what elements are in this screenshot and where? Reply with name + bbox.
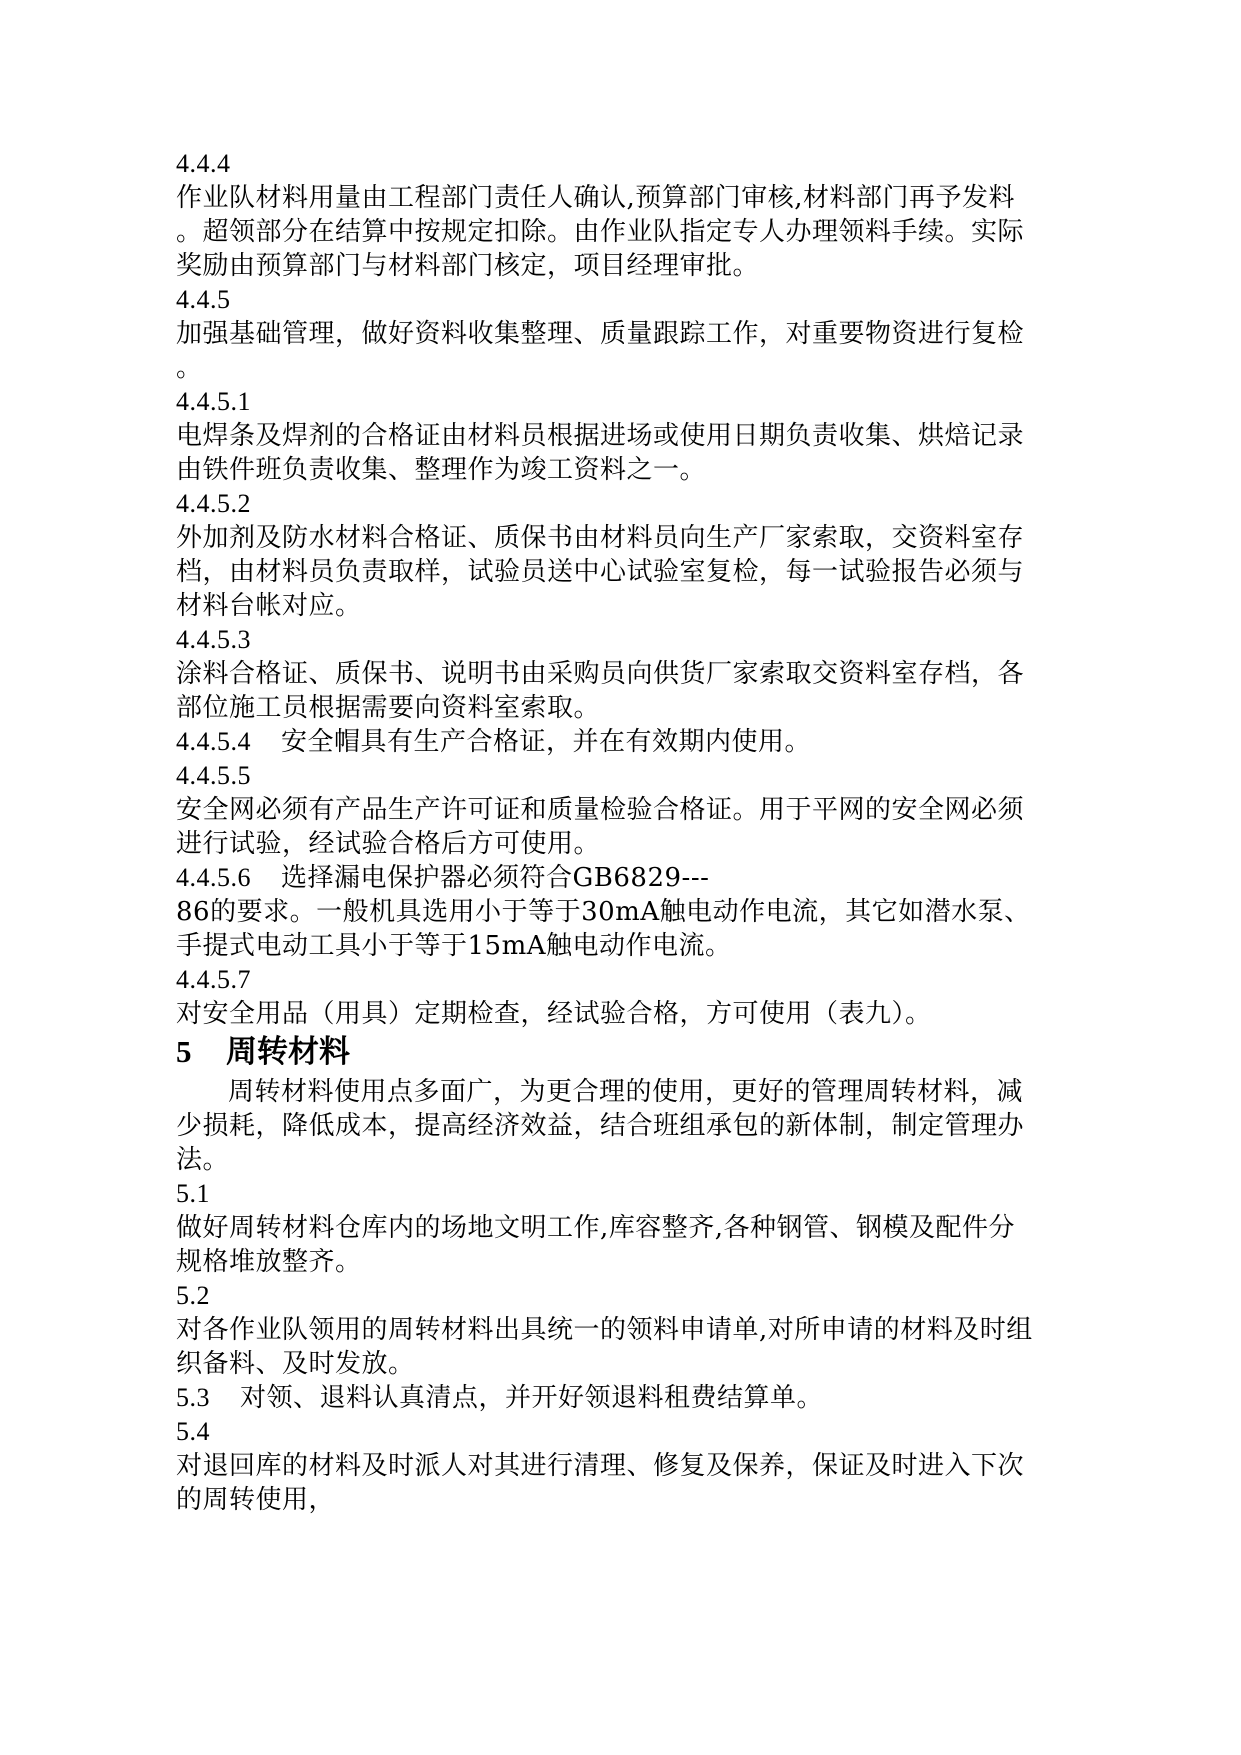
clause-number: 4.4.5.4	[176, 727, 251, 756]
paragraph-line: 电焊条及焊剂的合格证由材料员根据进场或使用日期负责收集、烘焙记录	[176, 421, 1025, 451]
section-number: 5	[176, 1034, 192, 1069]
paragraph-line: 部位施工员根据需要向资料室索取。	[176, 693, 601, 723]
clause-number: 5.4	[176, 1417, 210, 1446]
paragraph-line: 86的要求。一般机具选用小于等于30mA触电动作电流，其它如潜水泵、	[176, 897, 1031, 927]
paragraph-line: 由铁件班负责收集、整理作为竣工资料之一。	[176, 455, 707, 485]
clause-number: 4.4.4	[176, 149, 231, 178]
paragraph-line: 做好周转材料仓库内的场地文明工作,库容整齐,各种钢管、钢模及配件分	[176, 1213, 1016, 1243]
paragraph-line: 档，由材料员负责取样，试验员送中心试验室复检，每一试验报告必须与	[176, 557, 1025, 587]
clause-number: 5.3	[176, 1383, 210, 1412]
paragraph-line: 法。	[176, 1145, 230, 1175]
clause-line	[176, 1381, 823, 1415]
paragraph-line: 对退回库的材料及时派人对其进行清理、修复及保养，保证及时进入下次	[176, 1451, 1025, 1481]
paragraph-line: 对安全用品（用具）定期检查，经试验合格，方可使用（表九）。	[176, 999, 932, 1029]
paragraph-line: 规格堆放整齐。	[176, 1247, 362, 1277]
paragraph-line: 进行试验，经试验合格后方可使用。	[176, 829, 601, 859]
paragraph-line: 。超领部分在结算中按规定扣除。由作业队指定专人办理领料手续。实际	[176, 217, 1025, 247]
clause-text: 对领、退料认真清点，并开好领退料租费结算单。	[240, 1383, 824, 1413]
clause-number: 4.4.5.6	[176, 863, 251, 892]
section-heading	[176, 1033, 350, 1071]
clause-number: 5.1	[176, 1179, 210, 1208]
clause-number: 5.2	[176, 1281, 210, 1310]
clause-number: 4.4.5.7	[176, 965, 251, 994]
clause-text: 安全帽具有生产合格证，并在有效期内使用。	[281, 727, 812, 757]
paragraph-line: 少损耗，降低成本，提高经济效益，结合班组承包的新体制，制定管理办	[176, 1111, 1025, 1141]
paragraph-line: 安全网必须有产品生产许可证和质量检验合格证。用于平网的安全网必须	[176, 795, 1025, 825]
clause-number: 4.4.5.1	[176, 387, 251, 416]
paragraph-line: 加强基础管理，做好资料收集整理、质量跟踪工作，对重要物资进行复检	[176, 319, 1025, 349]
clause-number: 4.4.5.3	[176, 625, 251, 654]
clause-line	[176, 861, 709, 895]
paragraph-line: 涂料合格证、质保书、说明书由采购员向供货厂家索取交资料室存档，各	[176, 659, 1025, 689]
paragraph-line: 手提式电动工具小于等于15mA触电动作电流。	[176, 931, 732, 961]
paragraph-line: 作业队材料用量由工程部门责任人确认,预算部门审核,材料部门再予发料	[176, 183, 1016, 213]
paragraph-line: 材料台帐对应。	[176, 591, 362, 621]
paragraph-line: 外加剂及防水材料合格证、质保书由材料员向生产厂家索取，交资料室存	[176, 523, 1025, 553]
section-title: 周转材料	[226, 1034, 350, 1070]
clause-number: 4.4.5	[176, 285, 231, 314]
clause-number: 4.4.5.2	[176, 489, 251, 518]
clause-number: 4.4.5.5	[176, 761, 251, 790]
paragraph-line: 对各作业队领用的周转材料出具统一的领料申请单,对所申请的材料及时组	[176, 1315, 1033, 1345]
paragraph-line: 。	[176, 353, 203, 383]
clause-line	[176, 725, 811, 759]
clause-text: 选择漏电保护器必须符合GB6829---	[281, 863, 710, 893]
paragraph-line: 奖励由预算部门与材料部门核定，项目经理审批。	[176, 251, 760, 281]
paragraph-line: 的周转使用，	[176, 1485, 336, 1515]
paragraph-line: 周转材料使用点多面广，为更合理的使用，更好的管理周转材料，减	[228, 1077, 1024, 1107]
paragraph-line: 织备料、及时发放。	[176, 1349, 415, 1379]
